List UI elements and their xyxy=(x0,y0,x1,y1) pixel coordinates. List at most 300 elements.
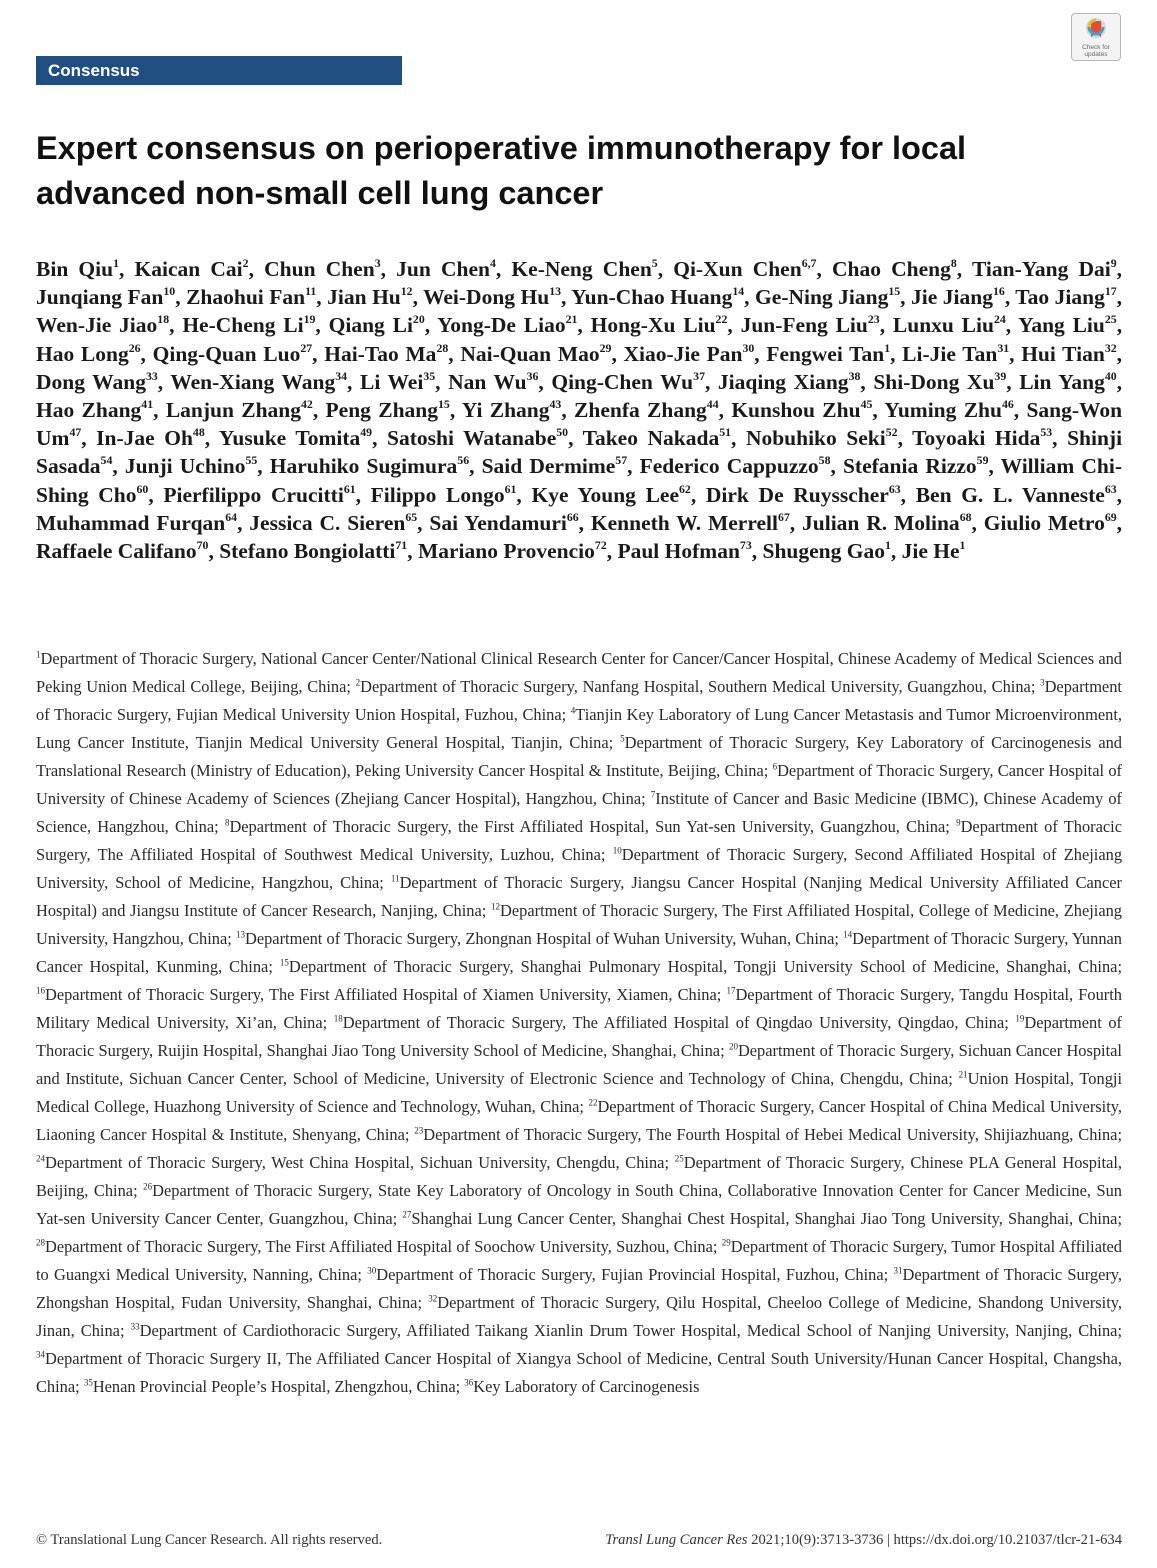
author-affiliation-number: 33 xyxy=(145,368,158,383)
author-entry xyxy=(843,454,989,478)
author-entry xyxy=(617,539,751,563)
author-affiliation-number: 18 xyxy=(157,312,170,327)
affiliation-number: 23 xyxy=(414,1125,424,1136)
affiliation-number: 5 xyxy=(620,733,625,744)
affiliation-text: Department of Thoracic Surgery, Tangdu Hospital, Fourth Military Medical University, Xi’an, China xyxy=(36,985,1122,1032)
author-affiliation-number: 2 xyxy=(242,256,249,271)
affiliation-text: Department of Thoracic Surgery, The First Affiliated Hospital, College of Medicine, Zhejiang University, Hangzhou, China xyxy=(36,901,1123,948)
author-entry xyxy=(360,370,435,394)
author-entry xyxy=(624,342,755,366)
affiliation-text: Department of Thoracic Surgery, Key Laboratory of Carcinogenesis and Translational Research (Ministry of Education), Peking University Cancer Hospital & Institute, Beijing, China xyxy=(36,733,1122,780)
author-affiliation-number: 15 xyxy=(888,284,901,299)
affiliation-text: Department of Thoracic Surgery, National Cancer Center/National Clinical Research Center for Cancer/Cancer Hospital, Chinese Academy of Medical Sciences and Peking Union Medical College, Beijing, China xyxy=(36,649,1122,696)
author-entry xyxy=(583,426,731,450)
author-affiliation-number: 1 xyxy=(884,538,891,553)
author-entry xyxy=(448,370,538,394)
author-affiliation-number: 9 xyxy=(1110,256,1117,271)
author-entry xyxy=(327,285,412,309)
author-name: Kenneth W. Merrell xyxy=(590,510,778,535)
author-name: Kye Young Lee xyxy=(531,482,680,507)
author-affiliation-number: 5 xyxy=(651,256,658,271)
author-affiliation-number: 27 xyxy=(300,340,313,355)
affiliation-number: 2 xyxy=(355,677,361,688)
author-affiliation-number: 11 xyxy=(305,284,317,299)
author-name: Jiaqing Xiang xyxy=(717,369,849,394)
author-name: Stefania Rizzo xyxy=(842,454,977,479)
author-entry xyxy=(166,398,313,422)
author-entry xyxy=(762,539,890,563)
affiliation-entry xyxy=(36,985,717,1004)
author-affiliation-number: 41 xyxy=(141,397,154,412)
author-entry xyxy=(673,257,816,281)
author-entry xyxy=(984,511,1117,535)
affiliation-entry xyxy=(402,1209,1117,1228)
journal-name: Transl Lung Cancer Res xyxy=(605,1532,748,1548)
author-entry xyxy=(249,511,417,535)
author-entry xyxy=(264,257,380,281)
author-name: Kunshou Zhu xyxy=(731,398,861,423)
author-entry xyxy=(270,454,469,478)
author-affiliation-number: 1 xyxy=(884,340,891,355)
affiliation-text: Department of Thoracic Surgery, Fujian Provincial Hospital, Fuzhou, China xyxy=(376,1265,884,1284)
author-entry xyxy=(884,398,1013,422)
affiliation-number: 33 xyxy=(130,1321,140,1332)
affiliation-text: Department of Thoracic Surgery, Zhongnan Hospital of Wuhan University, Wuhan, China xyxy=(244,929,835,948)
affiliation-text: Department of Thoracic Surgery, Cancer Hospital of China Medical University, Liaoning Cancer Hospital & Institute, Shenyang, China xyxy=(36,1097,1122,1144)
author-name: Yi Zhang xyxy=(461,398,550,423)
section-label: Consensus xyxy=(36,56,402,85)
author-name: Mariano Provencio xyxy=(417,539,595,564)
author-list: Bin Qiu$^1$, Kaican Cai$^2$, Chun Chen$^3$, Jun Chen$^4$, Ke-Neng Chen$^5$, Qi-Xun Chen$^{6,7}$, Chao Cheng$^8$, Tian-Yang Dai$^9$, Junqiang Fan$^{10}$, Zhaohui Fan$^{11}$, Jian Hu$^{12}$, Wei-Dong Hu$^{13}$, Yun-Chao Huang$^{14}$, Ge-Ning Jiang$^{15}$, Jie Jiang$^{16}$, Tao Jiang$^{17}$, Wen-Jie Jiao$^{18}$, He-Cheng Li$^{19}$, Qiang Li$^{20}$, Yong-De Liao$^{21}$, Hong-Xu Liu$^{22}$, Jun-Feng Liu$^{23}$, Lunxu Liu$^{24}$, Yang Liu$^{25}$, Hao Long$^{26}$, Qing-Quan Luo$^{27}$, Hai-Tao Ma$^{28}$, Nai-Quan Mao$^{29}$, Xiao-Jie Pan$^{30}$, Fengwei Tan$^1$, Li-Jie Tan$^{31}$, Hui Tian$^{32}$, Dong Wang$^{33}$, Wen-Xiang Wang$^{34}$, Li Wei$^{35}$, Nan Wu$^{36}$, Qing-Chen Wu$^{37}$, Jiaqing Xiang$^{38}$, Shi-Dong Xu$^{39}$, Lin Yang$^{40}$, Hao Zhang$^{41}$, Lanjun Zhang$^{42}$, Peng Zhang$^{15}$, Yi Zhang$^{43}$, Zhenfa Zhang$^{44}$, Kunshou Zhu$^{45}$, Yuming Zhu$^{46}$, Sang-Won Um$^{47}$, In-Jae Oh$^{48}$, Yusuke Tomita$^{49}$, Satoshi Watanabe$^{50}$, Takeo Nakada$^{51}$, Nobuhiko Seki$^{52}$, Toyoaki Hida$^{53}$, Shinji Sasada$^{54}$, Junji Uchino$^{55}$, Haruhiko Sugimura$^{56}$, Said Dermime$^{57}$, Federico Cappuzzo$^{58}$, Stefania Rizzo$^{59}$, William Chi-Shing Cho$^{60}$, Pierfilippo Crucitti$^{61}$, Filippo Longo$^{61}$, Kye Young Lee$^{62}$, Dirk De Ruysscher$^{63}$, Ben G. L. Vanneste$^{63}$, Muhammad Furqan$^{64}$, Jessica C. Sieren$^{65}$, Sai Yendamuri$^{66}$, Kenneth W. Merrell$^{67}$, Julian R. Molina$^{68}$, Giulio Metro$^{69}$, Raffaele Califano$^{70}$, Stefano Bongiolatti$^{71}$, Mariano Provencio$^{72}$, Paul Hofman$^{73}$, Shugeng Gao$^1$, Jie He$^1$ xyxy=(36,256,1123,564)
author-entry xyxy=(912,426,1052,450)
author-name: In-Jae Oh xyxy=(96,426,193,451)
affiliation-number: 10 xyxy=(612,845,622,856)
author-name: Hui Tian xyxy=(1021,341,1105,366)
author-entry xyxy=(551,370,705,394)
check-for-updates-button[interactable] xyxy=(1071,13,1121,61)
affiliation-text: Department of Thoracic Surgery, Shanghai Pulmonary Hospital, Tongji University School of Medicine, Shanghai, China xyxy=(288,957,1118,976)
author-affiliation-number: 58 xyxy=(818,453,831,468)
author-entry xyxy=(911,285,1005,309)
affiliation-number: 20 xyxy=(728,1041,738,1052)
author-name: Qing-Chen Wu xyxy=(551,369,694,394)
author-name: Li Wei xyxy=(359,369,424,394)
author-affiliation-number: 39 xyxy=(994,368,1007,383)
author-affiliation-number: 40 xyxy=(1104,368,1117,383)
author-affiliation-number: 4 xyxy=(489,256,496,271)
affiliation-text: Key Laboratory of Carcinogenesis xyxy=(473,1377,700,1396)
affiliation-text: Department of Thoracic Surgery, West China Hospital, Sichuan University, Chengdu, China xyxy=(45,1153,665,1172)
author-entry xyxy=(329,313,425,337)
author-affiliation-number: 44 xyxy=(706,397,719,412)
affiliation-text: Department of Thoracic Surgery, Cancer Hospital of University of Chinese Academy of Sciences (Zhejiang Cancer Hospital), Hangzhou, China xyxy=(36,761,1122,808)
author-entry xyxy=(1018,313,1117,337)
author-entry xyxy=(916,483,1117,507)
author-entry xyxy=(1021,342,1116,366)
author-affiliation-number: 54 xyxy=(100,453,113,468)
author-name: Haruhiko Sugimura xyxy=(269,454,458,479)
author-name: Lin Yang xyxy=(1019,369,1105,394)
affiliation-number: 26 xyxy=(143,1181,153,1192)
affiliation-entry xyxy=(356,677,1031,696)
author-name: Xiao-Jie Pan xyxy=(623,341,743,366)
author-name: Ben G. L. Vanneste xyxy=(915,482,1105,507)
author-name: Muhammad Furqan xyxy=(36,510,226,535)
author-entry xyxy=(153,342,313,366)
author-entry xyxy=(437,313,577,337)
affiliation-number: 1 xyxy=(36,649,41,660)
affiliation-number: 17 xyxy=(726,985,736,996)
author-entry xyxy=(902,539,966,563)
author-entry xyxy=(182,313,315,337)
affiliation-number: 35 xyxy=(83,1377,93,1388)
author-affiliation-number: 12 xyxy=(400,284,413,299)
affiliation-text: Department of Thoracic Surgery II, The Affiliated Cancer Hospital of Xiangya School of Medicine, Central South University/Hunan Cancer Hospital, Changsha, China xyxy=(36,1349,1122,1396)
page-footer xyxy=(36,1532,1122,1556)
author-entry xyxy=(746,426,898,450)
affiliation-entry xyxy=(367,1265,883,1284)
author-entry xyxy=(163,483,355,507)
affiliation-text: Institute of Cancer and Basic Medicine (IBMC), Chinese Academy of Science, Hangzhou, China xyxy=(36,789,1123,836)
author-affiliation-number: 15 xyxy=(438,397,450,412)
author-affiliation-number: 55 xyxy=(245,453,258,468)
author-entry xyxy=(591,313,728,337)
affiliation-number: 15 xyxy=(279,957,289,968)
affiliation-text: Department of Thoracic Surgery, Zhongshan Hospital, Fudan University, Shanghai, China xyxy=(36,1265,1123,1312)
affiliation-number: 11 xyxy=(390,873,400,884)
author-name: Wen-Xiang Wang xyxy=(170,369,336,394)
author-name: Yusuke Tomita xyxy=(218,426,361,451)
author-entry xyxy=(36,370,158,394)
author-affiliation-number: 63 xyxy=(888,481,901,496)
author-entry xyxy=(591,511,790,535)
affiliation-text: Department of Thoracic Surgery, The Affiliated Hospital of Southwest Medical University, Luzhou, China xyxy=(36,817,1122,864)
author-name: Sai Yendamuri xyxy=(429,510,567,535)
author-entry xyxy=(326,398,450,422)
author-entry xyxy=(423,285,561,309)
author-name: Jie Jiang xyxy=(911,285,993,310)
author-affiliation-number: 73 xyxy=(739,538,752,553)
author-name: Said Dermime xyxy=(481,454,616,479)
author-affiliation-number: 43 xyxy=(549,397,562,412)
author-name: Dong Wang xyxy=(36,369,146,394)
author-name: Yun-Chao Huang xyxy=(571,285,733,310)
affiliation-number: 31 xyxy=(893,1265,903,1276)
author-name: Jun Chen xyxy=(396,257,490,281)
author-affiliation-number: 10 xyxy=(163,284,176,299)
author-name: Nan Wu xyxy=(448,369,527,394)
author-affiliation-number: 50 xyxy=(556,425,569,440)
affiliation-entry xyxy=(84,1377,456,1396)
author-entry xyxy=(371,483,517,507)
author-affiliation-number: 47 xyxy=(69,425,82,440)
author-entry xyxy=(429,511,578,535)
affiliation-text: Department of Cardiothoracic Surgery, Affiliated Taikang Xianlin Drum Tower Hospital, Medical School of Nanjing University, Nanjing, China xyxy=(139,1321,1118,1340)
author-entry xyxy=(706,483,901,507)
author-affiliation-number: 71 xyxy=(395,538,408,553)
author-name: Kaican Cai xyxy=(134,257,243,281)
author-name: Takeo Nakada xyxy=(582,426,720,451)
author-entry xyxy=(832,257,957,281)
author-affiliation-number: 72 xyxy=(594,538,607,553)
author-name: Hao Zhang xyxy=(36,398,142,423)
author-entry xyxy=(36,257,119,281)
author-affiliation-number: 6,7 xyxy=(801,256,817,271)
affiliation-text: Department of Thoracic Surgery, The First Affiliated Hospital of Xiamen University, Xiamen, China xyxy=(45,985,717,1004)
author-name: Raffaele Califano xyxy=(36,539,197,564)
author-name: Jun-Feng Liu xyxy=(740,313,868,338)
author-name: Nai-Quan Mao xyxy=(460,341,600,366)
author-name: Ke-Neng Chen xyxy=(511,257,652,281)
author-name: Ge-Ning Jiang xyxy=(755,285,889,310)
author-entry xyxy=(135,257,249,281)
author-name: Federico Cappuzzo xyxy=(639,454,819,479)
author-affiliation-number: 3 xyxy=(374,256,381,271)
author-affiliation-number: 48 xyxy=(192,425,205,440)
author-affiliation-number: 22 xyxy=(715,312,728,327)
author-entry xyxy=(36,398,153,422)
author-affiliation-number: 32 xyxy=(1104,340,1117,355)
author-name: William Chi-Shing Cho xyxy=(36,454,1122,507)
author-affiliation-number: 26 xyxy=(128,340,141,355)
author-entry xyxy=(531,483,690,507)
affiliation-number: 25 xyxy=(674,1153,684,1164)
affiliation-number: 8 xyxy=(224,817,230,828)
author-affiliation-number: 34 xyxy=(335,368,348,383)
author-entry xyxy=(462,398,562,422)
author-name: Dirk De Ruysscher xyxy=(705,482,889,507)
affiliation-number: 21 xyxy=(958,1069,968,1080)
author-entry xyxy=(873,370,1006,394)
affiliation-entry xyxy=(334,1013,1004,1032)
affiliation-number: 3 xyxy=(1040,677,1045,688)
author-entry xyxy=(755,285,900,309)
author-affiliation-number: 61 xyxy=(343,481,356,496)
affiliation-text: Department of Thoracic Surgery, Qilu Hospital, Cheeloo College of Medicine, Shandong University, Jinan, China xyxy=(36,1293,1123,1340)
author-affiliation-number: 21 xyxy=(565,312,578,327)
author-name: Paul Hofman xyxy=(617,539,740,564)
author-name: Zhaohui Fan xyxy=(186,285,306,310)
author-name: Sang-Won Um xyxy=(36,398,1123,451)
affiliation-text: Tianjin Key Laboratory of Lung Cancer Metastasis and Tumor Microenvironment, Lung Cancer Institute, Tianjin Medical University General Hospital, Tianjin, China xyxy=(36,705,1122,752)
author-name: Qing-Quan Luo xyxy=(152,341,301,366)
author-name: Wei-Dong Hu xyxy=(423,285,550,310)
check-for-updates-label: Check for updates xyxy=(1082,44,1110,58)
affiliation-entry xyxy=(225,817,945,836)
affiliation-number: 30 xyxy=(367,1265,377,1276)
author-entry xyxy=(574,398,719,422)
author-entry xyxy=(802,511,971,535)
author-affiliation-number: 61 xyxy=(504,481,517,496)
author-affiliation-number: 13 xyxy=(549,284,562,299)
author-affiliation-number: 37 xyxy=(693,368,705,383)
author-affiliation-number: 60 xyxy=(136,481,149,496)
author-name: Jian Hu xyxy=(327,285,401,310)
affiliation-text: Department of Thoracic Surgery, Jiangsu Cancer Hospital (Nanjing Medical University Affiliated Cancer Hospital) and Jiangsu Institute of Cancer Research, Nanjing, China xyxy=(36,873,1122,920)
affiliation-number: 19 xyxy=(1015,1013,1025,1024)
author-entry xyxy=(387,426,568,450)
author-affiliation-number: 35 xyxy=(423,368,436,383)
author-affiliation-number: 49 xyxy=(360,425,373,440)
author-entry xyxy=(482,454,628,478)
affiliation-text: Department of Thoracic Surgery, The First Affiliated Hospital of Soochow University, Suzhou, China xyxy=(45,1237,713,1256)
author-name: Wen-Jie Jiao xyxy=(36,313,158,338)
author-affiliation-number: 8 xyxy=(950,256,957,271)
author-affiliation-number: 51 xyxy=(719,425,732,440)
author-name: Peng Zhang xyxy=(325,398,438,423)
affiliation-number: 22 xyxy=(588,1097,598,1108)
author-affiliation-number: 66 xyxy=(566,509,579,524)
affiliation-number: 12 xyxy=(491,901,501,912)
author-name: Yang Liu xyxy=(1018,313,1105,338)
author-name: Chao Cheng xyxy=(832,257,951,281)
author-name: Shinji Sasada xyxy=(36,426,1123,479)
author-affiliation-number: 38 xyxy=(848,368,861,383)
author-affiliation-number: 67 xyxy=(777,509,790,524)
author-entry xyxy=(893,313,1006,337)
author-entry xyxy=(219,539,407,563)
author-entry xyxy=(511,257,657,281)
affiliation-text: Department of Thoracic Surgery, Second Affiliated Hospital of Zhejiang University, School of Medicine, Hangzhou, China xyxy=(36,845,1123,892)
affiliation-number: 28 xyxy=(36,1237,45,1248)
affiliation-text: Department of Thoracic Surgery, The Fourth Hospital of Hebei Medical University, Shijiazhuang, China xyxy=(423,1125,1118,1144)
affiliation-text: Department of Thoracic Surgery, Fujian Medical University Union Hospital, Fuzhou, China xyxy=(36,677,1122,724)
author-affiliation-number: 52 xyxy=(885,425,898,440)
affiliation-number: 16 xyxy=(36,985,45,996)
author-affiliation-number: 30 xyxy=(742,340,755,355)
author-name: He-Cheng Li xyxy=(182,313,304,338)
crossmark-icon xyxy=(1085,17,1107,43)
affiliation-entry xyxy=(36,1153,664,1172)
author-entry xyxy=(219,426,372,450)
author-name: Lunxu Liu xyxy=(892,313,994,338)
affiliation-number: 32 xyxy=(428,1293,438,1304)
author-entry xyxy=(902,342,1009,366)
author-name: Jie He xyxy=(901,539,960,564)
author-entry xyxy=(36,539,208,563)
author-entry xyxy=(36,285,175,309)
affiliation-number: 13 xyxy=(235,929,245,940)
author-name: Hai-Tao Ma xyxy=(324,341,437,366)
author-affiliation-number: 64 xyxy=(225,509,238,524)
author-name: Li-Jie Tan xyxy=(902,341,998,366)
affiliation-text: Department of Thoracic Surgery, Nanfang Hospital, Southern Medical University, Guangzhou, China xyxy=(360,677,1031,696)
author-entry xyxy=(36,313,169,337)
author-affiliation-number: 56 xyxy=(457,453,470,468)
author-entry xyxy=(460,342,611,366)
author-name: Lanjun Zhang xyxy=(165,398,302,423)
author-affiliation-number: 57 xyxy=(615,453,628,468)
author-entry xyxy=(396,257,496,281)
affiliation-entry xyxy=(414,1125,1117,1144)
author-name: Bin Qiu xyxy=(36,257,114,281)
author-name: Hong-Xu Liu xyxy=(590,313,716,338)
author-affiliation-number: 68 xyxy=(959,509,972,524)
affiliation-text: Department of Thoracic Surgery, State Key Laboratory of Oncology in South China, Collaborative Innovation Center for Cancer Medicine, Sun Yat-sen University Cancer Center, Guangzhou, China xyxy=(36,1181,1123,1228)
author-name: Tao Jiang xyxy=(1015,285,1105,310)
affiliation-number: 24 xyxy=(36,1153,45,1164)
author-entry xyxy=(571,285,744,309)
author-affiliation-number: 28 xyxy=(436,340,449,355)
author-affiliation-number: 59 xyxy=(976,453,989,468)
author-affiliation-number: 53 xyxy=(1040,425,1053,440)
author-entry xyxy=(36,511,237,535)
affiliation-text: Union Hospital, Tongji Medical College, Huazhong University of Science and Technology, Wuhan, China xyxy=(36,1069,1122,1116)
copyright-notice: © Translational Lung Cancer Research. All rights reserved. xyxy=(36,1532,383,1548)
author-affiliation-number: 46 xyxy=(1001,397,1014,412)
affiliation-text: Department of Thoracic Surgery, The Affiliated Hospital of Qingdao University, Qingdao, China xyxy=(342,1013,1005,1032)
author-name: Hao Long xyxy=(36,341,129,366)
affiliation-entry xyxy=(236,929,834,948)
author-name: Shugeng Gao xyxy=(762,539,885,564)
affiliation-text: Department of Thoracic Surgery, Chinese PLA General Hospital, Beijing, China xyxy=(36,1153,1122,1200)
affiliation-number: 6 xyxy=(772,761,778,772)
affiliation-text: Department of Thoracic Surgery, Sichuan Cancer Hospital and Institute, Sichuan Cancer Center, School of Medicine, University of Electronic Science and Technology of China, Chengdu, China xyxy=(36,1041,1122,1088)
author-entry xyxy=(186,285,316,309)
author-name: Qi-Xun Chen xyxy=(673,257,802,281)
author-affiliation-number: 63 xyxy=(1104,481,1117,496)
affiliation-number: 29 xyxy=(721,1237,731,1248)
author-affiliation-number: 31 xyxy=(997,340,1010,355)
author-entry xyxy=(1019,370,1116,394)
affiliation-entry xyxy=(131,1321,1118,1340)
affiliation-entry xyxy=(36,1237,713,1256)
author-name: Yong-De Liao xyxy=(437,313,566,338)
author-name: Stefano Bongiolatti xyxy=(219,539,396,564)
affiliation-number: 34 xyxy=(36,1349,45,1360)
author-affiliation-number: 19 xyxy=(303,312,316,327)
author-entry xyxy=(731,398,872,422)
author-name: Jessica C. Sieren xyxy=(249,510,406,535)
author-name: Fengwei Tan xyxy=(766,341,885,366)
author-affiliation-number: 42 xyxy=(301,397,313,412)
affiliation-number: 27 xyxy=(402,1209,412,1220)
affiliation-number: 7 xyxy=(650,789,656,800)
affiliation-text: Shanghai Lung Cancer Center, Shanghai Chest Hospital, Shanghai Jiao Tong University, Shanghai, China xyxy=(411,1209,1118,1228)
affiliation-text: Department of Thoracic Surgery, Ruijin Hospital, Shanghai Jiao Tong University School of Medicine, Shanghai, China xyxy=(36,1013,1123,1060)
author-affiliation-number: 24 xyxy=(993,312,1006,327)
author-entry xyxy=(640,454,831,478)
affiliation-text: Department of Thoracic Surgery, Tumor Hospital Affiliated to Guangxi Medical University, Nanning, China xyxy=(36,1237,1122,1284)
author-name: Junji Uchino xyxy=(124,454,246,479)
author-name: Satoshi Watanabe xyxy=(387,426,557,451)
author-affiliation-number: 45 xyxy=(860,397,873,412)
author-name: Nobuhiko Seki xyxy=(745,426,886,451)
author-name: Junqiang Fan xyxy=(36,285,164,310)
author-affiliation-number: 29 xyxy=(599,340,612,355)
author-name: Toyoaki Hida xyxy=(912,426,1041,451)
author-affiliation-number: 20 xyxy=(412,312,425,327)
author-affiliation-number: 17 xyxy=(1104,284,1117,299)
affiliation-number: 9 xyxy=(956,817,961,828)
article-title: Expert consensus on perioperative immunotherapy for local advanced non-small cell lung cancer xyxy=(36,130,967,211)
citation-line xyxy=(605,1532,1122,1549)
author-name: Pierfilippo Crucitti xyxy=(163,482,344,507)
author-affiliation-number: 70 xyxy=(196,538,209,553)
author-affiliation-number: 65 xyxy=(405,509,418,524)
author-entry xyxy=(418,539,607,563)
author-name: Shi-Dong Xu xyxy=(873,369,995,394)
affiliation-number: 18 xyxy=(333,1013,343,1024)
affiliation-entry xyxy=(280,957,1118,976)
affiliation-number: 36 xyxy=(464,1377,474,1388)
author-affiliation-number: 36 xyxy=(526,368,539,383)
author-entry xyxy=(96,426,205,450)
author-name: Julian R. Molina xyxy=(802,510,960,535)
author-entry xyxy=(1015,285,1116,309)
author-affiliation-number: 25 xyxy=(1104,312,1117,327)
author-name: Zhenfa Zhang xyxy=(574,398,707,423)
